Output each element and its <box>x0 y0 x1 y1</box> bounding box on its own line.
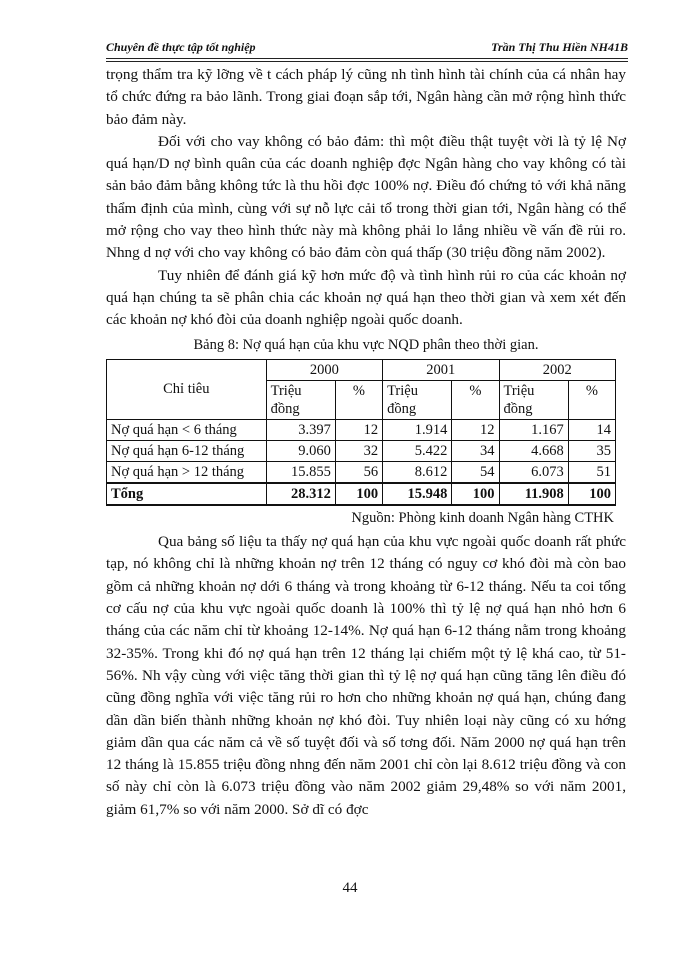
cell-percent: 12 <box>452 419 499 440</box>
cell-percent: 34 <box>452 440 499 461</box>
header-right: Trần Thị Thu Hiền NH41B <box>491 40 628 54</box>
percent-header: % <box>335 380 382 419</box>
cell-value: 1.167 <box>499 419 568 440</box>
cell-percent: 35 <box>568 440 615 461</box>
row-label: Nợ quá hạn > 12 tháng <box>107 461 267 483</box>
row-label: Nợ quá hạn 6-12 tháng <box>107 440 267 461</box>
cell-value: 9.060 <box>266 440 335 461</box>
year-header: 2001 <box>383 359 499 380</box>
table-header-row <box>107 359 616 380</box>
cell-percent: 100 <box>335 483 382 505</box>
data-table <box>106 359 616 506</box>
paragraph: Đối với cho vay không có bảo đảm: thì một điều thật tuyệt vời là tỷ lệ Nợ quá hạn/D nợ bình quân của các doanh nghiệp đợc Ngân hàng cho vay không có tài sản bảo đảm bằng không tức là thu hồi đợc 100% nợ. Điều đó chứng tỏ với khả năng thẩm định của mình, cùng với sự nỗ lực cải tổ trong thời gian tới, Ngân hàng có thể mở rộng cho vay theo hình thức này mà không phải lo lắng nhiều về vấn đề rủi ro. Nhng d nợ với cho vay không có bảo đảm còn quá thấp (30 triệu đồng năm 2002). <box>106 132 626 262</box>
table-row <box>107 440 616 461</box>
table-source: Nguồn: Phòng kinh doanh Ngân hàng CTHK <box>351 509 614 526</box>
cell-value: 15.948 <box>383 483 452 505</box>
unit-header: Triệu đồng <box>499 380 568 419</box>
row-label: Tổng <box>107 483 267 505</box>
cell-value: 28.312 <box>266 483 335 505</box>
table-row <box>107 419 616 440</box>
cell-value: 5.422 <box>383 440 452 461</box>
header-left: Chuyên đề thực tập tốt nghiệp <box>106 40 256 54</box>
cell-value: 6.073 <box>499 461 568 483</box>
cell-percent: 12 <box>335 419 382 440</box>
unit-header: Triệu đồng <box>266 380 335 419</box>
paragraph: Tuy nhiên để đánh giá kỹ hơn mức độ và tình hình rủi ro của các khoản nợ quá hạn chúng ta sẽ phân chia các khoản nợ quá hạn theo thời gian và xem xét đến các khoản nợ khó đòi của doanh nghiệp ngoài quốc doanh. <box>106 266 626 329</box>
percent-header: % <box>452 380 499 419</box>
cell-percent: 100 <box>452 483 499 505</box>
paragraph: trọng thẩm tra kỹ lỡng về t cách pháp lý cũng nh tình hình tài chính của cá nhân hay tổ chức đứng ra bảo lãnh. Trong giai đoạn sắp tới, Ngân hàng cần mở rộng hình thức bảo đảm này. <box>106 66 626 128</box>
year-header: 2002 <box>499 359 616 380</box>
row-label: Nợ quá hạn < 6 tháng <box>107 419 267 440</box>
table-total-row <box>107 483 616 505</box>
cell-percent: 32 <box>335 440 382 461</box>
cell-percent: 14 <box>568 419 615 440</box>
table-row <box>107 461 616 483</box>
running-header <box>106 40 628 59</box>
body-text <box>106 64 626 821</box>
year-header: 2000 <box>266 359 382 380</box>
paragraph: Qua bảng số liệu ta thấy nợ quá hạn của khu vực ngoài quốc doanh rất phức tạp, nó không chỉ là những khoản nợ trên 12 tháng có nguy cơ khó đòi mà còn bao gồm cả những khoản nợ dới 6 tháng và trong khoảng từ 6-12 tháng. Nếu ta coi tổng cơ cấu nợ của khu vực ngoài quốc doanh là 100% thì tỷ lệ nợ quá hạn nhỏ hơn 6 tháng của các năm chỉ từ khoảng 12-14%. Nợ quá hạn 6-12 tháng nằm trong khoảng 32-35%. Trong khi đó nợ quá hạn trên 12 tháng lại chiếm một tỷ lệ khá cao, từ 51-56%. Nh vậy cùng với việc tăng thời gian thì tỷ lệ nợ quá hạn cũng tăng lên điều đó cũng đồng nghĩa với việc tăng rủi ro hơn cho những khoản nợ quá hạn, chúng đang dần dần biến thành những khoản nợ khó đòi. Tuy nhiên loại này cũng có xu hớng giảm dần qua các năm cả về số tuyệt đối và số tơng đối. Năm 2000 nợ quá hạn trên 12 tháng là 15.855 triệu đồng nhng đến năm 2001 chỉ còn lại 8.612 triệu đồng và con số này chỉ còn là 6.073 triệu đồng vào năm 2002 giảm 29,48% so với năm 2001, giảm 61,7% so với năm 2000. Sở dĩ có đợc <box>106 533 626 818</box>
percent-header: % <box>568 380 615 419</box>
cell-percent: 51 <box>568 461 615 483</box>
table-caption: Bảng 8: Nợ quá hạn của khu vực NQD phân theo thời gian. <box>193 336 539 353</box>
cell-value: 15.855 <box>266 461 335 483</box>
cell-percent: 54 <box>452 461 499 483</box>
column-header-indicator: Chỉ tiêu <box>107 359 267 419</box>
cell-value: 3.397 <box>266 419 335 440</box>
page-number: 44 <box>342 880 358 896</box>
cell-percent: 56 <box>335 461 382 483</box>
cell-percent: 100 <box>568 483 615 505</box>
cell-value: 11.908 <box>499 483 568 505</box>
cell-value: 8.612 <box>383 461 452 483</box>
cell-value: 1.914 <box>383 419 452 440</box>
cell-value: 4.668 <box>499 440 568 461</box>
unit-header: Triệu đồng <box>383 380 452 419</box>
